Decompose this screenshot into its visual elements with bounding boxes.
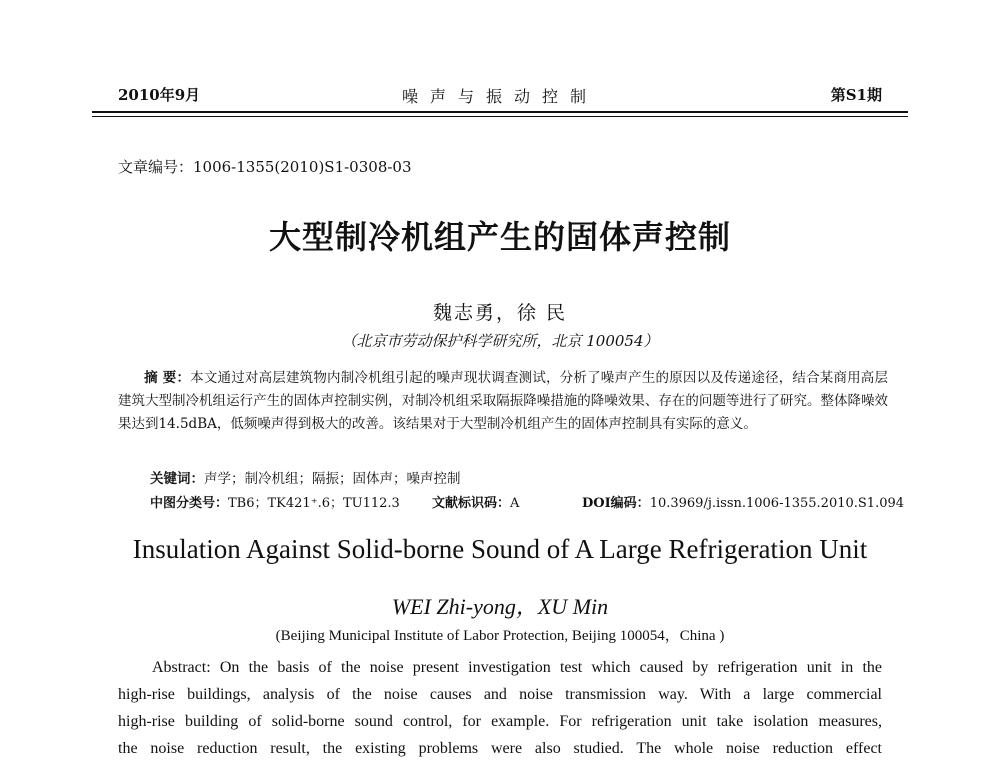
clc-value: TB6；TK421⁺.6；TU112.3: [228, 496, 400, 511]
title-chinese: 大型制冷机组产生的固体声控制: [268, 218, 731, 256]
header-rule-thin: [92, 116, 908, 117]
doi: [582, 492, 904, 511]
clc-number: [150, 492, 400, 511]
title-english: Insulation Against Solid-borne Sound of A Large Refrigeration Unit: [132, 534, 868, 564]
abstract-en-line: high-rise building of solid-borne sound control, for example. For refrigeration unit take isolation measures,: [118, 713, 882, 730]
abstract-chinese: [118, 367, 888, 436]
abstract-en-line: Abstract: On the basis of the noise present investigation test which caused by refrigeration unit in the: [152, 659, 882, 676]
header-date: 2010年9月: [118, 86, 201, 104]
authors-chinese: 魏志勇，徐 民: [432, 302, 568, 324]
keywords-label: 关键词：: [150, 471, 204, 487]
keywords-line: [150, 467, 461, 487]
document-code: [432, 492, 519, 511]
article-number: 文章编号：1006-1355(2010)S1-0308-03: [118, 158, 412, 176]
classification-line: [150, 492, 905, 512]
header-journal-name: 噪声与振动控制: [401, 87, 598, 106]
abstract-en-line: the noise reduction result, the existing problems were also studied. The whole noise reduction effect: [118, 740, 882, 757]
abstract-cn-label: 摘 要：: [144, 370, 191, 386]
header-rule-thick: [92, 111, 908, 113]
document-code-label: 文献标识码：: [432, 496, 511, 511]
header-issue: 第S1期: [830, 86, 882, 104]
doi-label: DOI编码：: [582, 496, 650, 511]
abstract-cn-text: 本文通过对高层建筑物内制冷机组引起的噪声现状调查测试，分析了噪声产生的原因以及传递途径，结合某商用高层建筑大型制冷机组运行产生的固体声控制实例，对制冷机组采取隔振降噪措施的降噪效果、存在的问题等进行了研究。整体降噪效果达到14.5dBA，低频噪声得到极大的改善。该结果对于大型制冷机组产生的固体声控制具有实际的意义。: [118, 370, 888, 432]
authors-english: WEI Zhi-yong，XU Min: [391, 594, 609, 619]
running-header: [118, 84, 882, 110]
affiliation-chinese: （北京市劳动保护科学研究所，北京 100054）: [341, 332, 659, 350]
keywords-text: 声学；制冷机组；隔振；固体声；噪声控制: [204, 471, 461, 487]
document-code-value: A: [510, 496, 520, 511]
doi-value: 10.3969/j.issn.1006-1355.2010.S1.094: [649, 496, 905, 511]
clc-label: 中图分类号：: [150, 496, 229, 511]
affiliation-english: (Beijing Municipal Institute of Labor Protection, Beijing 100054，China ): [275, 628, 725, 644]
abstract-english: [118, 654, 882, 762]
abstract-en-line: high-rise buildings, analysis of the noise causes and noise transmission way. With a large commercial: [118, 686, 882, 703]
